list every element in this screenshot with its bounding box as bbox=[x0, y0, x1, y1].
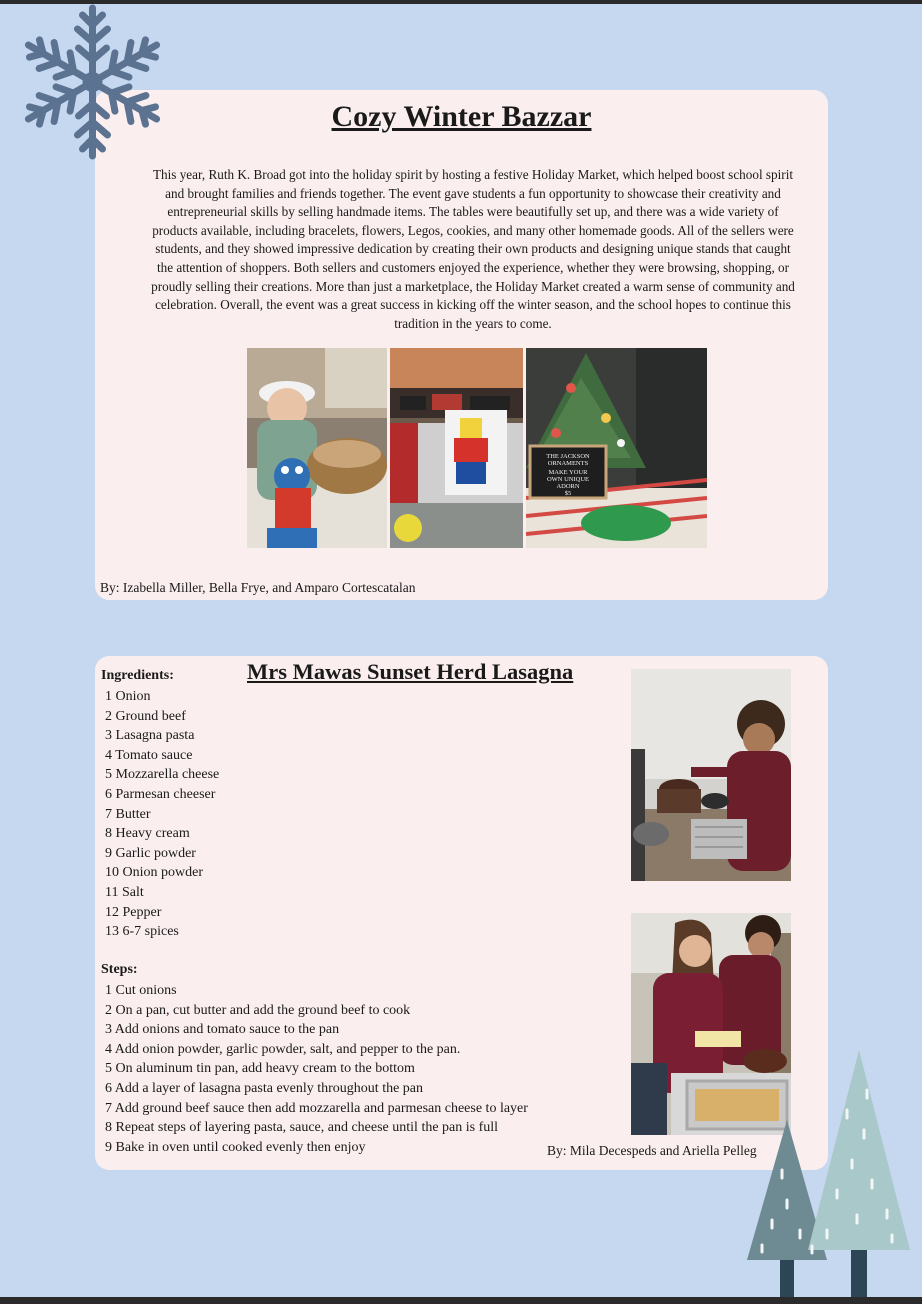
pine-trees-icon bbox=[742, 1050, 912, 1297]
article-title: Cozy Winter Bazzar bbox=[331, 100, 592, 133]
ingredient-item: 1 Onion bbox=[105, 689, 151, 704]
sign-line-1: THE JACKSON bbox=[546, 453, 590, 460]
ingredient-item: 13 6-7 spices bbox=[105, 924, 179, 940]
article-byline: By: Izabella Miller, Bella Frye, and Amparo Cortescatalan bbox=[100, 580, 416, 595]
article-card bbox=[95, 90, 828, 600]
ingredient-item: 7 Butter bbox=[105, 806, 151, 822]
sign-line-5: ADORN bbox=[556, 483, 580, 490]
ingredient-item: 10 Onion powder bbox=[105, 865, 203, 881]
steps-heading: Steps: bbox=[101, 962, 138, 977]
step-item: 4 Add onion powder, garlic powder, salt, and pepper to the pan. bbox=[105, 1041, 461, 1057]
step-item: 7 Add ground beef sauce then add mozzarella and parmesan cheese to layer bbox=[105, 1100, 528, 1116]
ingredient-item: 8 Heavy cream bbox=[105, 826, 190, 842]
bottom-edge bbox=[0, 1297, 922, 1304]
step-item: 9 Bake in oven until cooked evenly then enjoy bbox=[105, 1139, 366, 1155]
ingredient-item: 9 Garlic powder bbox=[105, 845, 196, 861]
ingredient-item: 3 Lasagna pasta bbox=[105, 728, 195, 744]
photo-ornaments-tree bbox=[526, 348, 707, 548]
sign-line-2: ORNAMENTS bbox=[547, 460, 589, 467]
article-body: This year, Ruth K. Broad got into the holiday spirit by hosting a festive Holiday Market, which helped boost school spirit and brought families and friends together. The event gave students a fun opportunity to showcase their creativity and entrepreneurial skills by selling handmade items. The tables were beautifully set up, and there was a wide variety of products available, including bracelets, flowers, Legos, cookies, and many other homemade goods. All of the sellers were students, and they showed impressive dedication by creating their own products and designing unique stands that caught the attention of shoppers. Both sellers and customers enjoyed the experience, whether they were browsing, shopping, or proudly selling their creations. More than just a marketplace, the Holiday Market created a warm sense of community and celebration. Overall, the event was a great success in kicking off the winter season, and the school hopes to continue this tradition in the years to come. bbox=[151, 167, 795, 331]
photo-child-with-cookies bbox=[247, 348, 387, 548]
ingredients-heading: Ingredients: bbox=[101, 668, 174, 683]
snowflake-icon bbox=[10, 2, 175, 162]
photo-lego-stand bbox=[390, 348, 523, 548]
ingredient-item: 5 Mozzarella cheese bbox=[105, 767, 220, 783]
ingredient-item: 4 Tomato sauce bbox=[105, 747, 193, 763]
ingredient-item: 2 Ground beef bbox=[105, 708, 186, 724]
sign-line-4: OWN UNIQUE bbox=[546, 476, 590, 483]
sign-line-3: MAKE YOUR bbox=[548, 469, 588, 476]
recipe-title: Mrs Mawas Sunset Herd Lasagna bbox=[247, 659, 574, 684]
recipe-byline: By: Mila Decespeds and Ariella Pelleg bbox=[547, 1143, 757, 1158]
ingredient-item: 11 Salt bbox=[105, 884, 144, 900]
recipe-card bbox=[95, 656, 828, 1170]
step-item: 8 Repeat steps of layering pasta, sauce, and cheese until the pan is full bbox=[105, 1120, 499, 1136]
ingredients-list bbox=[105, 687, 219, 942]
steps-list bbox=[105, 981, 528, 1157]
sign-line-6: $5 bbox=[564, 490, 572, 497]
ingredient-item: 12 Pepper bbox=[105, 904, 162, 920]
step-item: 3 Add onions and tomato sauce to the pan bbox=[105, 1022, 340, 1038]
photo-student-cooking bbox=[631, 669, 791, 881]
ingredient-item: 6 Parmesan cheeser bbox=[105, 786, 216, 802]
step-item: 2 On a pan, cut butter and add the ground beef to cook bbox=[105, 1002, 411, 1018]
step-item: 5 On aluminum tin pan, add heavy cream to the bottom bbox=[105, 1061, 415, 1077]
step-item: 6 Add a layer of lasagna pasta evenly throughout the pan bbox=[105, 1080, 424, 1096]
step-item: 1 Cut onions bbox=[105, 983, 177, 998]
